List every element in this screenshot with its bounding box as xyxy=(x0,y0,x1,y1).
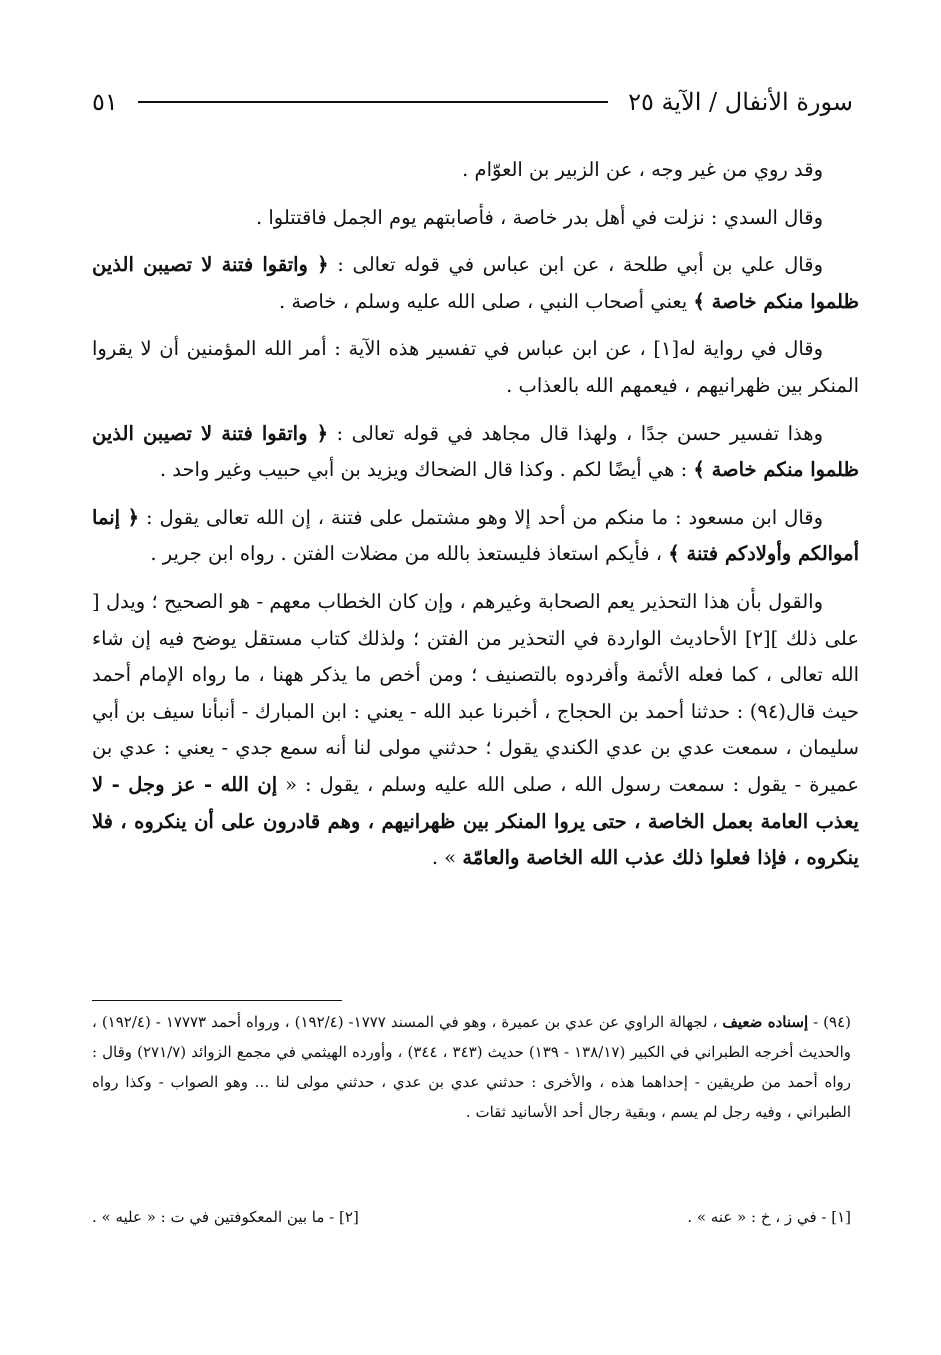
footnote-94 xyxy=(92,1007,851,1127)
paragraph xyxy=(92,500,859,573)
paragraph-text: وقد روي من غير وجه ، عن الزبير بن العوّام . xyxy=(462,158,823,181)
emphasized-text: ﴿ واتقوا فتنة لا تصيبن الذين ظلموا منكم خاصة ﴾ xyxy=(92,421,859,482)
variant-note-1: [١] - في ز ، خ : « عنه » . xyxy=(687,1208,851,1226)
running-title: سورة الأنفال / الآية ٢٥ xyxy=(628,88,853,116)
paragraph xyxy=(92,584,859,877)
paragraph xyxy=(92,200,859,237)
paragraph-text: وهذا تفسير حسن جدًا ، ولهذا قال مجاهد في قوله تعالى : xyxy=(328,421,823,445)
main-text xyxy=(92,152,859,888)
paragraph-text: : هي أيضًا لكم . وكذا قال الضحاك ويزيد بن أبي حبيب وغير واحد . xyxy=(159,458,694,482)
footnote-text: ، لجهالة الراوي عن عدي بن عميرة ، وهو في المسند ١٧٧٧- (١٩٢/٤) ، ورواه أحمد ١٧٧٧٣ - (١٩٢/٤) ، والحديث أخرجه الطبراني في الكبير (١٣٨/١٧ - ١٣٩) حديث (٣٤٣ ، ٣٤٤) ، وأورده الهيثمي في مجمع الزوائد (٢٧١/٧) وقال : رواه أحمد من طريقين - إحداهما هذه ، والأخرى : حدثني عدي بن عدي ، حدثني مولى لنا ... وهو الصواب - وكذا رواه الطبراني ، وفيه رجل لم يسم ، وبقية رجال أحد الأسانيد ثقات . xyxy=(92,1013,851,1121)
footnote-emphasis: إسناده ضعيف xyxy=(722,1013,809,1031)
paragraph-text: ، فأيكم استعاذ فليستعذ بالله من مضلات الفتن . رواه ابن جرير . xyxy=(150,542,669,566)
paragraph-text: » . xyxy=(431,846,463,870)
paragraph xyxy=(92,247,859,320)
footnote-separator xyxy=(92,1000,342,1001)
paragraph-text: وقال السدي : نزلت في أهل بدر خاصة ، فأصابتهم يوم الجمل فاقتتلوا . xyxy=(255,205,823,229)
header-rule xyxy=(138,101,608,103)
emphasized-text: إن الله - عز وجل - لا يعذب العامة بعمل الخاصة ، حتى يروا المنكر بين ظهرانيهم ، وهم قادرون على أن ينكروه ، فلا ينكروه ، فإذا فعلوا ذلك عذب الله الخاصة والعامّة xyxy=(92,772,859,870)
paragraph-text: وقال ابن مسعود : ما منكم من أحد إلا وهو مشتمل على فتنة ، إن الله تعالى يقول : xyxy=(139,505,823,529)
emphasized-text: ﴿ واتقوا فتنة لا تصيبن الذين ظلموا منكم خاصة ﴾ xyxy=(92,253,859,313)
paragraph xyxy=(92,152,859,189)
variant-notes xyxy=(92,1203,851,1231)
variant-note-2: [٢] - ما بين المعكوفتين في ت : « عليه » . xyxy=(92,1208,359,1226)
paragraph-text: وقال علي بن أبي طلحة ، عن ابن عباس في قوله تعالى : xyxy=(328,253,823,277)
footnotes xyxy=(92,1007,851,1127)
emphasized-text: ﴿ إنما أموالكم وأولادكم فتنة ﴾ xyxy=(92,505,859,566)
paragraph-text: وقال في رواية له[١] ، عن ابن عباس في تفسير هذه الآية : أمر الله المؤمنين أن لا يقروا المنكر بين ظهرانيهم ، فيعمهم الله بالعذاب . xyxy=(92,337,859,397)
page-number: ٥١ xyxy=(92,88,118,116)
footnote-text: (٩٤) - xyxy=(808,1013,851,1031)
page-header xyxy=(92,82,853,122)
paragraph xyxy=(92,331,859,404)
paragraph-text: والقول بأن هذا التحذير يعم الصحابة وغيرهم ، وإن كان الخطاب معهم - هو الصحيح ؛ ويدل [ على ذلك ][٢] الأحاديث الواردة في التحذير من الفتن ؛ ولذلك كتاب مستقل يوضح فيه إن شاء الله تعالى ، كما فعله الأئمة وأفردوه بالتصنيف ؛ ومن أخص ما يذكر ههنا ، ما رواه الإمام أحمد حيث قال(٩٤) : حدثنا أحمد بن الحجاج ، أخبرنا عبد الله - يعني : ابن المبارك - أنبأنا سيف بن أبي سليمان ، سمعت عدي بن عدي الكندي يقول ؛ حدثني مولى لنا أنه سمع جدي - يعني : عدي بن عميرة - يقول : سمعت رسول الله ، صلى الله عليه وسلم ، يقول : « xyxy=(92,589,859,796)
paragraph xyxy=(92,416,859,489)
paragraph-text: يعني أصحاب النبي ، صلى الله عليه وسلم ، خاصة . xyxy=(279,289,694,313)
